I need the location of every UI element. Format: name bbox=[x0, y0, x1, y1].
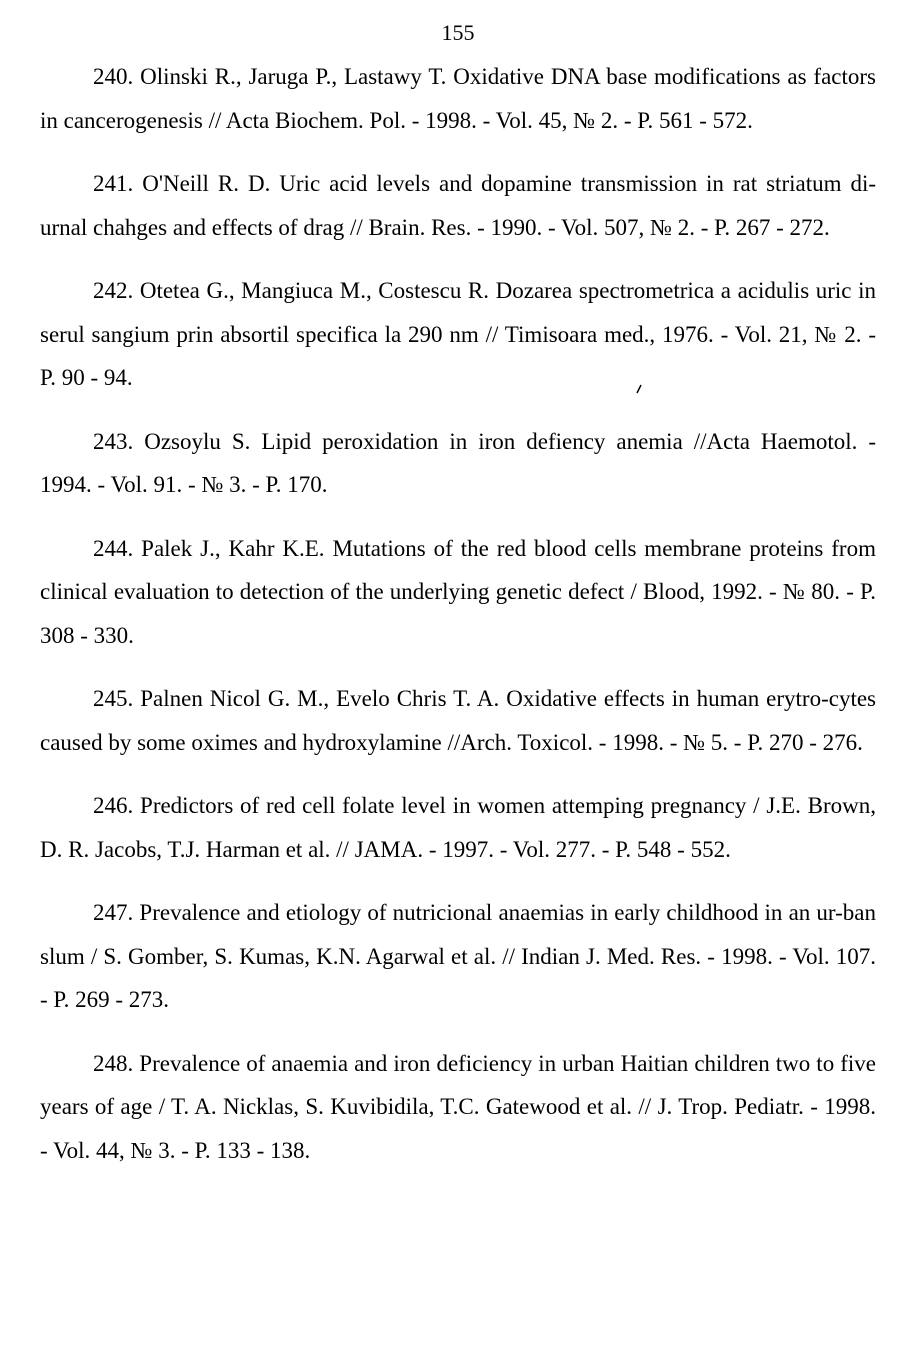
reference-243: 243. Ozsoylu S. Lipid peroxidation in iron defiency anemia //Acta Haemotol. - 1994. - Vol. 91. - № 3. - P. 170. bbox=[40, 428, 876, 497]
reference-247: 247. Prevalence and etiology of nutricional anaemias in early childhood in an ur-ban slum / S. Gomber, S. Kumas, K.N. Agarwal et al. // Indian J. Med. Res. - 1998. - Vol. 107. - P. 269 - 273. bbox=[40, 900, 876, 1012]
reference-list bbox=[40, 55, 876, 1192]
reference-242: 242. Otetea G., Mangiuca M., Costescu R. Dozarea spectrometrica a acidulis uric in serul sangium prin absortil specifica la 290 nm // Timisoara med., 1976. - Vol. 21, № 2. - P. 90 - 94. bbox=[40, 278, 876, 390]
reference-241: 241. O'Neill R. D. Uric acid levels and dopamine transmission in rat striatum di-urnal chahges and effects of drag // Brain. Res. - 1990. - Vol. 507, № 2. - P. 267 - 272. bbox=[40, 171, 876, 240]
reference-244: 244. Palek J., Kahr K.E. Mutations of the red blood cells membrane proteins from clinical evaluation to detection of the underlying genetic defect / Blood, 1992. - № 80. - P. 308 - 330. bbox=[40, 535, 876, 648]
reference-248: 248. Prevalence of anaemia and iron deficiency in urban Haitian children two to five years of age / T. A. Nicklas, S. Kuvibidila, T.C. Gatewood et al. // J. Trop. Pediatr. - 1998. - Vol. 44, № 3. - P. 133 - 138. bbox=[40, 1050, 876, 1163]
reference-245: 245. Palnen Nicol G. M., Evelo Chris T. A. Oxidative effects in human erytro-cytes caused by some oximes and hydroxylamine //Arch. Toxicol. - 1998. - № 5. - P. 270 - 276. bbox=[40, 686, 876, 755]
reference-246: 246. Predictors of red cell folate level in women attemping pregnancy / J.E. Brown, D. R. Jacobs, T.J. Harman et al. // JAMA. - 1997. - Vol. 277. - P. 548 - 552. bbox=[40, 793, 876, 862]
reference-240: 240. Olinski R., Jaruga P., Lastawy T. Oxidative DNA base modifications as factors in cancerogenesis // Acta Biochem. Pol. - 1998. - Vol. 45, № 2. - P. 561 - 572. bbox=[40, 64, 876, 133]
page-number: 155 bbox=[441, 20, 475, 45]
scan-mark bbox=[636, 384, 642, 394]
